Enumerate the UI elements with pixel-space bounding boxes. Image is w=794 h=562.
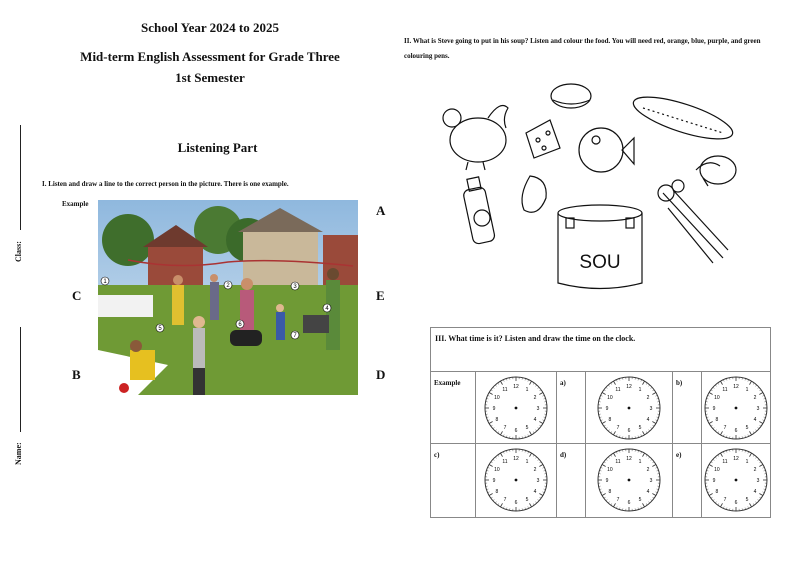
semester-title: 1st Semester xyxy=(175,70,245,85)
section2-instruction: II. What is Steve going to put in his soup? Listen and colour the food. You will need red, orange, blue, purple, and green colouring pens. xyxy=(404,37,761,60)
letter-d: D xyxy=(376,367,386,382)
clock-face-c[interactable] xyxy=(476,447,556,513)
clock-number: 2 xyxy=(753,395,757,401)
clock-number: 12 xyxy=(626,384,632,390)
label-a: a) xyxy=(557,372,586,444)
marker-2: 2 xyxy=(226,283,230,289)
clock-number: 7 xyxy=(616,497,620,504)
clock-table xyxy=(430,327,771,518)
clock-number: 9 xyxy=(605,406,609,412)
clock-center-dot xyxy=(628,407,631,410)
clock-number: 6 xyxy=(627,500,631,506)
clock-number: 7 xyxy=(723,497,727,504)
clock-number: 1 xyxy=(745,458,749,465)
fish-icon xyxy=(579,128,634,172)
clock-number: 8 xyxy=(608,417,612,423)
listening-part-heading: Listening Part xyxy=(177,140,258,155)
clock-number: 3 xyxy=(756,406,760,412)
clock-face-e[interactable] xyxy=(702,447,770,513)
clock-number: 11 xyxy=(615,458,621,465)
clock-number: 6 xyxy=(514,500,518,506)
clock-number: 3 xyxy=(649,478,653,484)
clock-number: 4 xyxy=(753,489,757,495)
clock-cell-a[interactable] xyxy=(586,372,673,444)
clock-face-example[interactable] xyxy=(476,375,556,441)
mushroom-icon xyxy=(696,156,736,186)
clock-number: 5 xyxy=(525,425,529,432)
clock-number: 3 xyxy=(649,406,653,412)
clock-number: 12 xyxy=(513,384,519,390)
clock-face-d[interactable] xyxy=(586,447,672,513)
clock-number: 6 xyxy=(514,428,518,434)
school-year-title: School Year 2024 to 2025 xyxy=(141,20,279,35)
clock-number: 1 xyxy=(745,386,749,393)
marker-6: 6 xyxy=(238,322,242,328)
example-label: Example xyxy=(62,200,89,208)
clock-number: 10 xyxy=(494,467,500,473)
clock-number: 11 xyxy=(615,386,621,393)
letter-e: E xyxy=(376,288,385,303)
name-write-line[interactable] xyxy=(20,327,21,432)
clock-number: 5 xyxy=(638,497,642,504)
marker-4: 4 xyxy=(325,306,329,312)
clock-number: 9 xyxy=(605,478,609,484)
section1-instruction: I. Listen and draw a line to the correct person in the picture. There is one example. xyxy=(42,180,289,188)
clock-number: 2 xyxy=(646,467,650,473)
picnic-scene-image xyxy=(98,200,358,395)
label-d: d) xyxy=(557,444,586,518)
clock-number: 7 xyxy=(503,425,507,432)
clock-number: 10 xyxy=(494,395,500,401)
clock-number: 2 xyxy=(533,395,537,401)
clock-number: 2 xyxy=(646,395,650,401)
clock-center-dot xyxy=(628,479,631,482)
clock-number: 7 xyxy=(503,497,507,504)
clock-number: 4 xyxy=(646,417,650,423)
clock-center-dot xyxy=(515,407,518,410)
soup-ingredients-image xyxy=(438,78,742,293)
marker-3: 3 xyxy=(293,284,297,290)
clock-number: 11 xyxy=(722,458,728,465)
clock-number: 1 xyxy=(638,458,642,465)
letter-c: C xyxy=(72,288,82,303)
clock-number: 7 xyxy=(723,425,727,432)
clock-number: 11 xyxy=(722,386,728,393)
clock-cell-b[interactable] xyxy=(702,372,771,444)
clock-number: 8 xyxy=(495,489,499,495)
clock-number: 12 xyxy=(733,456,739,462)
label-b: b) xyxy=(673,372,702,444)
clock-number: 12 xyxy=(513,456,519,462)
clock-cell-d[interactable] xyxy=(586,444,673,518)
section3-heading: III. What time is it? Listen and draw the time on the clock. xyxy=(431,328,771,372)
cheese-icon xyxy=(526,120,560,158)
clock-face-b[interactable] xyxy=(702,375,770,441)
clock-number: 5 xyxy=(745,425,749,432)
clock-number: 10 xyxy=(714,395,720,401)
letter-a: A xyxy=(376,203,386,218)
clock-number: 12 xyxy=(733,384,739,390)
soup-pot-icon xyxy=(558,205,642,289)
clock-number: 8 xyxy=(495,417,499,423)
clock-number: 3 xyxy=(536,406,540,412)
clock-number: 4 xyxy=(646,489,650,495)
clock-number: 8 xyxy=(715,417,719,423)
clock-number: 9 xyxy=(492,478,496,484)
clock-number: 1 xyxy=(525,386,529,393)
clock-number: 10 xyxy=(607,395,613,401)
clock-face-a[interactable] xyxy=(586,375,672,441)
assessment-title: Mid-term English Assessment for Grade Three xyxy=(80,49,340,64)
clock-number: 1 xyxy=(525,458,529,465)
chicken-icon xyxy=(443,106,508,170)
clock-number: 6 xyxy=(734,428,738,434)
clock-number: 3 xyxy=(756,478,760,484)
marker-7: 7 xyxy=(293,333,297,339)
clock-number: 7 xyxy=(616,425,620,432)
clock-number: 9 xyxy=(492,406,496,412)
class-label: Class: xyxy=(14,241,23,262)
clock-number: 6 xyxy=(627,428,631,434)
pot-label: SOU xyxy=(579,252,621,273)
clock-number: 10 xyxy=(714,467,720,473)
marker-1: 1 xyxy=(103,279,107,285)
clock-number: 2 xyxy=(533,467,537,473)
clock-number: 3 xyxy=(536,478,540,484)
clock-cell-example[interactable] xyxy=(476,372,557,444)
letter-b: B xyxy=(72,367,81,382)
label-e: e) xyxy=(673,444,702,518)
label-c: c) xyxy=(431,444,476,518)
clock-center-dot xyxy=(735,407,738,410)
clock-center-dot xyxy=(515,479,518,482)
clock-number: 5 xyxy=(638,425,642,432)
bottle-icon xyxy=(463,177,496,245)
clock-number: 9 xyxy=(712,406,716,412)
clock-center-dot xyxy=(735,479,738,482)
clock-number: 11 xyxy=(502,386,508,393)
clock-number: 11 xyxy=(502,458,508,465)
clock-number: 4 xyxy=(533,417,537,423)
clock-number: 2 xyxy=(753,467,757,473)
clock-number: 8 xyxy=(715,489,719,495)
clock-cell-e[interactable] xyxy=(702,444,771,518)
bun-icon xyxy=(551,84,591,108)
clock-number: 6 xyxy=(734,500,738,506)
name-label: Name: xyxy=(14,442,23,465)
celery-icon xyxy=(658,180,728,263)
bread-icon xyxy=(629,89,737,148)
pepper-icon xyxy=(522,176,546,212)
marker-5: 5 xyxy=(158,326,162,332)
clock-number: 1 xyxy=(638,386,642,393)
clock-number: 10 xyxy=(607,467,613,473)
label-example: Example xyxy=(431,372,476,444)
clock-number: 5 xyxy=(525,497,529,504)
clock-number: 9 xyxy=(712,478,716,484)
clock-number: 5 xyxy=(745,497,749,504)
clock-cell-c[interactable] xyxy=(476,444,557,518)
clock-number: 8 xyxy=(608,489,612,495)
clock-number: 4 xyxy=(533,489,537,495)
clock-number: 12 xyxy=(626,456,632,462)
clock-number: 4 xyxy=(753,417,757,423)
class-write-line[interactable] xyxy=(20,125,21,230)
